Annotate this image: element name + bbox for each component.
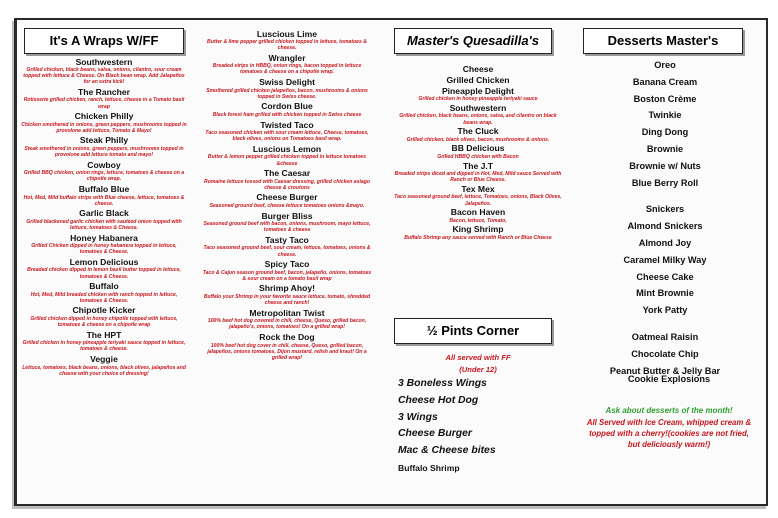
wrap-item-name: The HPT bbox=[86, 329, 122, 340]
wrap-item-desc: Breaded chicken dipped in lemon basil butter topped in lettuce, tomatoes & Cheese. bbox=[27, 267, 181, 280]
dessert-item: Chocolate Chip bbox=[631, 348, 699, 359]
quesadilla-item-desc: Grilled chicken, black olives, bacon, mushrooms & onions. bbox=[406, 136, 550, 143]
wrap-item-desc: Seasoned ground beef, cheese lettuce tomatoes onions &mayo. bbox=[209, 202, 365, 209]
dessert-month-note: Ask about desserts of the month! bbox=[605, 406, 733, 415]
wrap-item-name: Spicy Taco bbox=[264, 259, 310, 270]
dessert-item: Almond Snickers bbox=[627, 221, 703, 232]
wrap-item-desc: Romaine lettuce tossed with Caesar dressing, grilled chicken asiago cheese & croutons bbox=[204, 178, 370, 191]
wrap-item-desc: Grilled chicken in honey pineapple teriyaki sauce topped in lettuce, tomatoes & cheese. bbox=[22, 340, 186, 353]
wrap-item-desc: Grilled chicken, black beans, salsa, onions, cilantro, sour cream topped with lettuce & Cheese. On Black bean wrap. Add Jalapeños for an extra kick! bbox=[23, 67, 185, 86]
wrap-item-name: Veggie bbox=[90, 353, 118, 364]
dessert-item: York Patty bbox=[642, 305, 688, 316]
pints-item: 3 Wings bbox=[398, 411, 438, 423]
wrap-item-name: Luscious Lime bbox=[256, 28, 318, 39]
wrap-item-desc: Grilled blackened garlic chicken with sautéed onion topped with lettuce, tomatoes & Cheese. bbox=[26, 218, 182, 231]
quesadilla-item-name: The J.T bbox=[462, 160, 494, 171]
wrap-item-name: Chicken Philly bbox=[74, 111, 134, 122]
wraps-list-2 bbox=[200, 28, 374, 362]
wrap-item-desc: Seasoned ground beef with bacon, onions, mushroom, mayo lettuce, tomatoes & cheese bbox=[203, 221, 371, 234]
dessert-item: Snickers bbox=[645, 204, 685, 215]
dessert-item: Ding Dong bbox=[641, 127, 689, 138]
quesadilla-item-name: Pineapple Delight bbox=[441, 85, 515, 96]
wrap-item-name: Shrimp Ahoy! bbox=[258, 283, 316, 294]
dessert-item: Brownie w/ Nuts bbox=[629, 160, 701, 171]
quesadilla-item-name: Cheese bbox=[462, 63, 494, 74]
wrap-item-name: Honey Habanera bbox=[70, 232, 138, 243]
wrap-item-name: Luscious Lemon bbox=[252, 143, 322, 154]
dessert-item: Oatmeal Raisin bbox=[631, 331, 699, 342]
pints-note: All served with FF bbox=[445, 353, 511, 362]
dessert-item: Caramel Milky Way bbox=[623, 254, 707, 265]
dessert-promo bbox=[586, 405, 752, 451]
dessert-item: Mint Brownie bbox=[636, 288, 694, 299]
wrap-item-desc: 100% beef hot dog cover in chili, cheese, Queso, grilled bacon, jalapeños, onions tomatoes, Dijon mustard, relish and kraut! On a grilled wrap! bbox=[207, 342, 367, 361]
pints-item: Cheese Burger bbox=[398, 428, 472, 440]
wrap-item-name: Tasty Taco bbox=[265, 234, 309, 245]
dessert-item: Almond Joy bbox=[638, 237, 692, 248]
pints-item: Buffalo Shrimp bbox=[398, 462, 460, 473]
wrap-item-desc: Chicken smothered in onions, green peppers, mushrooms topped in provolone add lettuce, Tomato & Mayo! bbox=[21, 121, 187, 134]
pints-item: Mac & Cheese bites bbox=[398, 445, 496, 457]
wrap-item-name: The Rancher bbox=[77, 86, 131, 97]
wrap-item-desc: Steak smothered in onions, green peppers, mushrooms topped in provolone add lettuce tomato and mayo! bbox=[24, 146, 184, 159]
wrap-item-desc: Hot, Med, Mild buffalo strips with Blue cheese, lettuce, tomatoes & cheese. bbox=[23, 194, 185, 207]
quesadilla-header: Master's Quesadilla's bbox=[394, 28, 552, 54]
wrap-item-desc: Grilled Chicken dipped in honey habanera topped in lettuce, tomatoes & Cheese. bbox=[31, 243, 177, 256]
quesadilla-item-desc: Breaded strips diced and dipped in Hot, Med, Mild sauce Served with Ranch or Blue Cheese. bbox=[394, 171, 562, 184]
dessert-item: Oreo bbox=[654, 60, 676, 70]
pints-item: 3 Boneless Wings bbox=[398, 378, 487, 389]
quesadilla-list bbox=[392, 63, 564, 241]
wraps-list bbox=[18, 56, 190, 378]
wrap-item-name: Garlic Black bbox=[79, 208, 129, 219]
wrap-item-desc: Butter & lime pepper grilled chicken topped in lettuce, tomatoes & cheese. bbox=[207, 39, 367, 52]
quesadilla-item-name: Southwestern bbox=[449, 102, 507, 113]
dessert-item: Brownie bbox=[646, 143, 684, 154]
wrap-item-desc: Breaded strips in HBBQ, onion rings, bacon topped in lettuce tomatoes & cheese on a chipotle wrap. bbox=[212, 63, 362, 76]
wrap-item-name: Lemon Delicious bbox=[69, 256, 139, 267]
desserts-list bbox=[585, 57, 745, 379]
wrap-item-name: Rock the Dog bbox=[259, 331, 315, 342]
pints-age-note: (Under 12) bbox=[459, 365, 497, 374]
wrap-item-name: The Caesar bbox=[263, 168, 311, 179]
wrap-item-name: Twisted Taco bbox=[260, 119, 314, 130]
wrap-item-desc: 100% beef hot dog covered in chili, cheese, Queso, grilled bacon, jalapeño's, onions, tomatoes! On a grilled wrap! bbox=[207, 318, 367, 331]
wrap-item-desc: Taco seasoned ground beef, sour cream, lettuce, tomatoes, onions & cheese. bbox=[203, 245, 371, 258]
wrap-item-name: Wrangler bbox=[268, 52, 306, 63]
wrap-item-desc: Butter & lemon pepper grilled chicken topped in lettuce tomatoes &cheese bbox=[207, 154, 367, 167]
cookie-explosions: Cookie Explosions bbox=[627, 374, 711, 384]
dessert-item: Peanut Butter & Jelly Bar bbox=[609, 365, 721, 376]
wrap-item-desc: Buffalo your Shrimp in your favorite sauce lettuce, tomato, shredded cheese and ranch! bbox=[203, 294, 371, 307]
quesadilla-item-desc: Grilled chicken in honey pineapple teriyaki sauce bbox=[418, 96, 538, 103]
wrap-item-desc: Taco & Cajun season ground beef, bacon, jalapeño, onions, tomatoes & sour cream on a tomato basil wrap bbox=[202, 269, 372, 282]
quesadilla-item-desc: Bacon, lettuce, Tomato, bbox=[449, 217, 507, 224]
dessert-item: Blue Berry Roll bbox=[631, 177, 699, 188]
wrap-item-name: Buffalo bbox=[89, 281, 119, 292]
wrap-item-desc: Grilled chicken dipped in honey chipotle topped with lettuce, tomatoes & cheese on a chipotle wrap bbox=[30, 316, 178, 329]
wrap-item-desc: Black forest ham grilled with chicken topped in Swiss cheese bbox=[212, 111, 362, 118]
wrap-item-name: Southwestern bbox=[75, 56, 133, 67]
dessert-item: Boston Crème bbox=[633, 93, 697, 104]
wrap-item-name: Chipotle Kicker bbox=[72, 305, 136, 316]
quesadilla-item-name: Tex Mex bbox=[461, 183, 495, 194]
wrap-item-name: Burger Bliss bbox=[261, 210, 313, 221]
wraps-header: It's A Wraps W/FF bbox=[24, 28, 184, 54]
quesadilla-item-name: Bacon Haven bbox=[450, 207, 506, 218]
wrap-item-name: Cowboy bbox=[87, 159, 121, 170]
wrap-item-desc: Grilled BBQ chicken, onion rings, lettuce, tomatoes & cheese on a chipotle wrap. bbox=[23, 170, 185, 183]
quesadilla-item-desc: Buffalo Shrimp any sauce served with Ranch or Blue Cheese bbox=[404, 234, 552, 241]
quesadilla-item-name: King Shrimp bbox=[452, 224, 504, 235]
wrap-item-desc: Hot, Med, Mild breaded chicken with ranch topped in lettuce, tomatoes & Cheese. bbox=[30, 291, 178, 304]
wrap-item-desc: Lettuce, tomatoes, black beans, onions, black olives, jalapeños and cheese with your choice of dressing! bbox=[22, 364, 186, 377]
wrap-item-name: Steak Philly bbox=[79, 135, 129, 146]
wrap-item-name: Metropolitan Twist bbox=[249, 307, 325, 318]
wrap-item-name: Swiss Delight bbox=[259, 77, 315, 88]
quesadilla-item-desc: Taco seasoned ground beef, lettuce, Tomatoes, onions, Black Olives, Jalapeños. bbox=[394, 194, 562, 207]
wrap-item-desc: Rotisserie grilled chicken, ranch, lettuce, cheese in a Tomato basil wrap bbox=[23, 97, 185, 110]
dessert-item: Twinkie bbox=[648, 110, 682, 121]
pints-header: ½ Pints Corner bbox=[394, 318, 552, 344]
dessert-served-note: All Served with Ice Cream, whipped cream & topped with a cherry!(cookies are not fried, but deliciously warm!) bbox=[586, 418, 752, 450]
wrap-item-name: Buffalo Blue bbox=[78, 184, 130, 194]
wrap-item-desc: Smothered grilled chicken jalapeños, bacon, mushrooms & onions topped in Swiss cheese. bbox=[206, 87, 368, 100]
wrap-item-name: Cordon Blue bbox=[261, 101, 313, 112]
quesadilla-item-name: Grilled Chicken bbox=[446, 74, 510, 85]
wrap-item-desc: Taco seasoned chicken with sour cream lettuce, Cheese, tomatoes, black olives, onions on Tomatoes basil wrap. bbox=[205, 130, 369, 143]
quesadilla-item-name: BB Delicious bbox=[451, 143, 505, 154]
quesadilla-item-desc: Grilled HBBQ chicken with Bacon bbox=[437, 153, 519, 160]
dessert-item: Cheese Cake bbox=[636, 271, 694, 282]
quesadilla-item-desc: Grilled chicken, black beans, onions, salsa, and cilantro on black beans wrap. bbox=[399, 113, 557, 126]
pints-item: Cheese Hot Dog bbox=[398, 394, 479, 406]
dessert-item: Banana Cream bbox=[632, 76, 698, 87]
quesadilla-item-name: The Cluck bbox=[457, 126, 499, 137]
pints-section bbox=[398, 352, 558, 477]
wrap-item-name: Cheese Burger bbox=[256, 192, 318, 203]
desserts-header: Desserts Master's bbox=[583, 28, 743, 54]
